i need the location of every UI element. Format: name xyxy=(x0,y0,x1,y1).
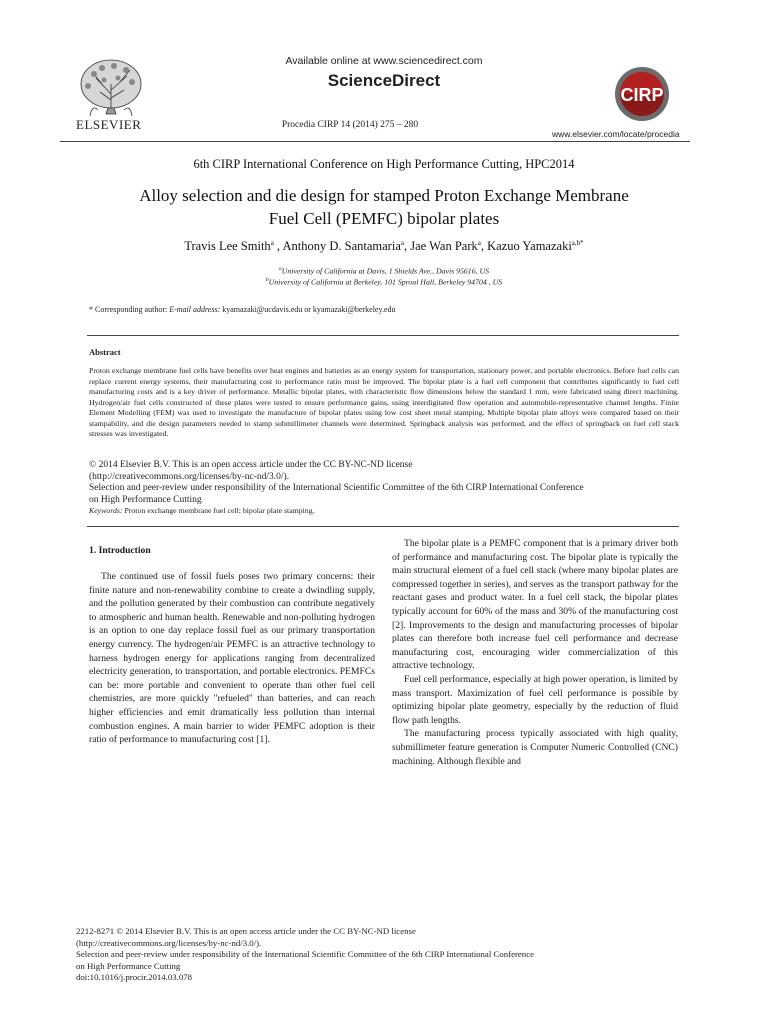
email-value[interactable]: kyamazaki@ucdavis.edu or kyamazaki@berkeley.edu xyxy=(220,305,396,314)
keywords-label: Keywords: xyxy=(89,506,123,515)
author-name: Kazuo Yamazaki xyxy=(487,239,572,254)
keywords-value: Proton exchange membrane fuel cell; bipolar plate stamping. xyxy=(122,506,315,515)
author-sep: , xyxy=(403,239,411,254)
author-sup: a xyxy=(477,239,481,247)
email-label: E-mail address: xyxy=(169,305,221,314)
left-column xyxy=(89,570,375,747)
affiliation-sup: a xyxy=(278,266,282,272)
available-online-line: Available online at www.sciencedirect.com xyxy=(285,55,483,67)
conference-name: 6th CIRP International Conference on High Performance Cutting, HPC2014 xyxy=(193,157,575,171)
paragraph: The bipolar plate is a PEMFC component that is a primary driver both of performance and manufacturing cost. The bipolar plate is typically the main structural element of a fuel cell stack (where many bipolar plates are compressed together in series), and serves as the transport pathway for the reactant gases and product water. In a fuel cell stack, the bipolar plates typically account for 60% of the mass and 30% of the manufacturing cost [2]. Improvements to the design and manufacturing processes of bipolar plates can therefore both increase fuel cell performance and decrease manufacturing cost, encouraging wider commercialization of this attractive technology. xyxy=(392,538,678,672)
title-line-1: Alloy selection and die design for stamped Proton Exchange Membrane xyxy=(139,186,629,205)
author-sep: , xyxy=(480,239,488,254)
license-link[interactable]: (http://creativecommons.org/licenses/by-nc-nd/3.0/). xyxy=(89,471,290,482)
author-list xyxy=(0,239,768,254)
affiliation-text: University of California at Davis, 1 Shields Ave., Davis 95616, US xyxy=(281,266,490,276)
abstract-bottom-rule xyxy=(87,526,679,527)
title-line-2: Fuel Cell (PEMFC) bipolar plates xyxy=(268,209,500,228)
affiliation-b xyxy=(0,277,768,287)
right-column xyxy=(392,537,678,768)
footer-doi[interactable]: doi:10.1016/j.procir.2014.03.078 xyxy=(76,972,193,982)
keywords xyxy=(89,506,315,515)
affiliation-sup: b xyxy=(265,277,269,283)
license-line: © 2014 Elsevier B.V. This is an open access article under the CC BY-NC-ND license xyxy=(89,460,413,470)
footer-line: on High Performance Cutting xyxy=(76,960,181,971)
journal-reference: Procedia CIRP 14 (2014) 275 – 280 xyxy=(281,120,419,130)
abstract-heading: Abstract xyxy=(89,347,121,357)
abstract-top-rule xyxy=(87,335,679,336)
author-sup: a xyxy=(400,239,404,247)
license-line: Selection and peer-review under responsibility of the International Scientific Committee of the 6th CIRP International Conference xyxy=(89,483,584,493)
author-sup: a,b* xyxy=(571,239,584,247)
author-name: Jae Wan Park xyxy=(410,239,478,254)
locate-url[interactable]: www.elsevier.com/locate/procedia xyxy=(552,129,680,139)
header-rule xyxy=(60,141,690,142)
paragraph: The manufacturing process typically associated with high quality, submillimeter feature generation is Computer Numeric Controlled (CNC) machining. Although flexible and xyxy=(392,728,678,767)
affiliation-a xyxy=(0,266,768,276)
license-line: on High Performance Cutting xyxy=(89,494,202,505)
sciencedirect-wordmark: ScienceDirect xyxy=(327,71,441,90)
cirp-logo-text: CIRP xyxy=(620,85,664,105)
publisher-name: ELSEVIER xyxy=(76,117,142,132)
section-heading-introduction: 1. Introduction xyxy=(89,545,151,556)
author-sep: , xyxy=(273,239,283,254)
corresponding-prefix: * Corresponding author: xyxy=(89,305,170,314)
corresponding-author xyxy=(89,305,396,314)
footer xyxy=(76,926,534,984)
abstract-license xyxy=(89,460,679,506)
abstract-text: Proton exchange membrane fuel cells have benefits over heat engines and batteries as an energy system for transportation, stationary power, and portable electronics. Before fuel cells can replace current energy systems, their manufacturing cost to performance ratio must be improved. The bipolar plate is a fuel cell component that contributes significantly to fuel cell manufacturing costs and is a key driver of performance. Metallic bipolar plates, with characteristic flow dimensions below the standard 1 mm, were fabricated using direct machining. Hydrogen/air fuel cells constructed of these plates were tested to ensure performance gains, using interdigitated flow operation and automobile-representative channel lengths. Finite Element Modelling (FEM) was used to investigate the manufacture of bipolar plates using low cost sheet metal stamping. Multiple bipolar plate alloys were compared based on their stampability, and die design parameters needed to stamp submillimeter channels were determined. Springback analysis was performed, and the effect of springback on fuel cell stack stresses was investigated. xyxy=(89,366,679,438)
footer-line: Selection and peer-review under responsibility of the International Scientific Committee of the 6th CIRP International Conference xyxy=(76,949,535,959)
paper-title xyxy=(80,184,688,230)
author-name: Travis Lee Smith xyxy=(184,239,271,254)
footer-line: 2212-8271 © 2014 Elsevier B.V. This is an open access article under the CC BY-NC-ND license xyxy=(76,926,416,936)
paragraph: The continued use of fossil fuels poses two primary concerns: their finite nature and non-renewability combine to create a dwindling supply, and the pollution generated by their combustion can contribute negatively to atmospheric and human health. Renewable and non-polluting hydrogen is an option to one day replace fossil fuel as our primary transportation energy currency. The hydrogen/air PEMFC is an attractive technology to harness hydrogen energy for applications ranging from decentralized electricity generation, to transportation, and portable electronics. PEMFCs can be: more portable and convenient to operate than other fuel cell chemistries, are more quickly "refueled" than batteries, and can reach higher efficiencies and emit dramatically less pollution than internal combustion engines. A main barrier to wider PEMFC adoption is their ratio of performance to manufacturing cost [1]. xyxy=(89,571,375,746)
footer-link[interactable]: (http://creativecommons.org/licenses/by-nc-nd/3.0/). xyxy=(76,937,262,948)
author-name: Anthony D. Santamaria xyxy=(282,239,401,254)
paragraph: Fuel cell performance, especially at high power operation, is limited by mass transport. Maximization of fuel cell performance is possible by optimizing bipolar plate geometry, especially by the reduction of fluid flow path lengths. xyxy=(392,673,678,726)
author-sup: a xyxy=(270,239,274,247)
cirp-logo xyxy=(606,65,678,123)
affiliation-text: University of California at Berkeley, 101 Sproul Hall, Berkeley 94704 , US xyxy=(268,277,503,287)
